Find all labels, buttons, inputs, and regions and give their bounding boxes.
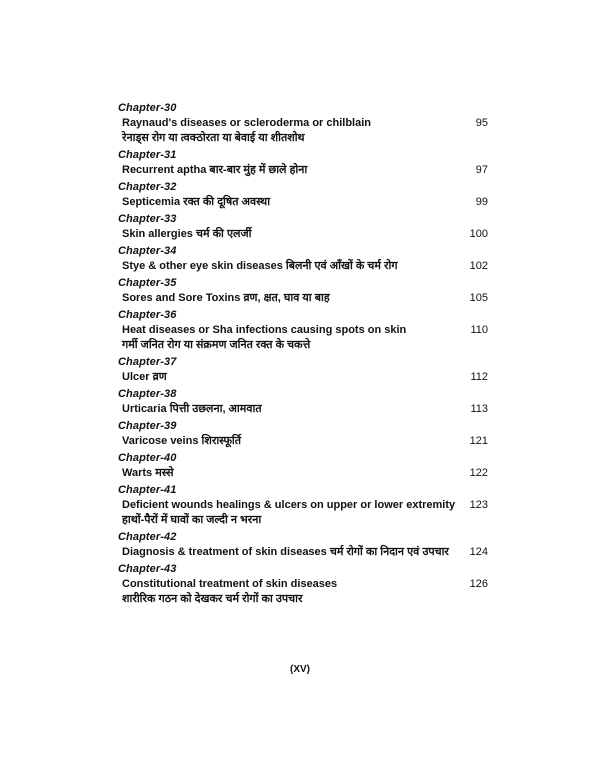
chapter-entry-line — [118, 323, 488, 338]
chapter-label: Chapter-31 — [118, 149, 177, 161]
chapter-entry — [118, 211, 488, 243]
chapter-subtitle: हाथों-पैरों में घावों का जल्दी न भरना — [122, 514, 262, 526]
chapter-label: Chapter-36 — [118, 309, 177, 321]
chapter-page-number: 102 — [469, 260, 488, 272]
chapter-label: Chapter-42 — [118, 531, 177, 543]
chapter-page-number: 110 — [470, 324, 488, 336]
chapter-page-number: 99 — [475, 196, 488, 208]
chapter-entry — [118, 275, 488, 307]
chapter-page-number: 95 — [475, 117, 488, 129]
chapter-page-number: 112 — [470, 371, 488, 383]
chapter-label: Chapter-39 — [118, 420, 177, 432]
chapter-entry-line — [118, 370, 488, 385]
chapter-page-number: 123 — [469, 499, 488, 511]
chapter-title: Recurrent aptha बार-बार मुंह में छाले होना — [122, 164, 308, 176]
chapter-entry — [118, 386, 488, 418]
chapter-entry — [118, 418, 488, 450]
chapter-title: Diagnosis & treatment of skin diseases चर्म रोगों का निदान एवं उपचार — [122, 546, 449, 558]
chapter-page-number: 100 — [469, 228, 488, 240]
chapter-entry — [118, 147, 488, 179]
chapter-entry-line — [118, 227, 488, 242]
chapter-label: Chapter-33 — [118, 213, 177, 225]
chapter-entry — [118, 482, 488, 529]
chapter-entry-line — [118, 195, 488, 210]
chapter-subtitle: शारीरिक गठन को देखकर चर्म रोगों का उपचार — [122, 593, 303, 605]
chapter-page-number: 113 — [470, 403, 488, 415]
chapter-label: Chapter-43 — [118, 563, 177, 575]
chapter-entry-line — [118, 291, 488, 306]
page-footer-numeral: (XV) — [290, 664, 310, 675]
chapter-title: Constitutional treatment of skin diseases — [122, 578, 338, 590]
chapter-entry-line — [118, 466, 488, 481]
chapter-title: Varicose veins शिरास्फूर्ति — [122, 435, 242, 447]
chapter-label: Chapter-41 — [118, 484, 177, 496]
chapter-title: Stye & other eye skin diseases बिलनी एवं आँखों के चर्म रोग — [122, 260, 398, 272]
chapter-title: Septicemia रक्त की दूषित अवस्था — [122, 196, 271, 208]
chapter-entry — [118, 307, 488, 354]
chapter-entry-line — [118, 545, 488, 560]
chapter-title: Ulcer व्रण — [122, 371, 167, 383]
chapter-title: Heat diseases or Sha infections causing spots on skin — [122, 324, 407, 336]
chapter-title: Raynaud's diseases or scleroderma or chilblain — [122, 117, 371, 129]
chapter-page-number: 122 — [469, 467, 488, 479]
chapter-page-number: 97 — [475, 164, 488, 176]
chapter-label: Chapter-30 — [118, 102, 177, 114]
chapter-entry — [118, 179, 488, 211]
chapter-label: Chapter-34 — [118, 245, 177, 257]
chapter-entry-line — [118, 577, 488, 592]
chapter-entry — [118, 243, 488, 275]
chapter-title: Warts मस्से — [122, 467, 174, 479]
chapter-entry-line — [118, 498, 488, 513]
chapter-entry — [118, 100, 488, 147]
chapter-entry-line — [118, 259, 488, 274]
chapter-title: Skin allergies चर्म की एलर्जी — [122, 228, 252, 240]
chapter-entry — [118, 450, 488, 482]
chapter-label: Chapter-38 — [118, 388, 177, 400]
chapter-title: Urticaria पित्ती उछलना, आमवात — [122, 403, 262, 415]
chapter-subtitle: रेनाड्स रोग या त्वक्ठोरता या बेवाई या शीतशोथ — [122, 132, 305, 144]
chapter-entry — [118, 561, 488, 608]
chapter-page-number: 124 — [469, 546, 488, 558]
chapter-title: Sores and Sore Toxins व्रण, क्षत, घाव या बाह — [122, 292, 330, 304]
chapter-label: Chapter-32 — [118, 181, 177, 193]
chapter-page-number: 121 — [469, 435, 488, 447]
chapter-label: Chapter-37 — [118, 356, 177, 368]
chapter-entry-line — [118, 402, 488, 417]
chapter-entry-line — [118, 116, 488, 131]
chapter-page-number: 105 — [469, 292, 488, 304]
chapter-subtitle: गर्मी जनित रोग या संक्रमण जनित रक्त के चकत्ते — [122, 339, 311, 351]
chapter-label: Chapter-40 — [118, 452, 177, 464]
chapter-label: Chapter-35 — [118, 277, 177, 289]
chapter-page-number: 126 — [469, 578, 488, 590]
chapter-entry — [118, 529, 488, 561]
chapter-entry — [118, 354, 488, 386]
chapter-entry-line — [118, 163, 488, 178]
table-of-contents — [118, 100, 488, 608]
chapter-title: Deficient wounds healings & ulcers on upper or lower extremity — [122, 499, 456, 511]
chapter-entry-line — [118, 434, 488, 449]
